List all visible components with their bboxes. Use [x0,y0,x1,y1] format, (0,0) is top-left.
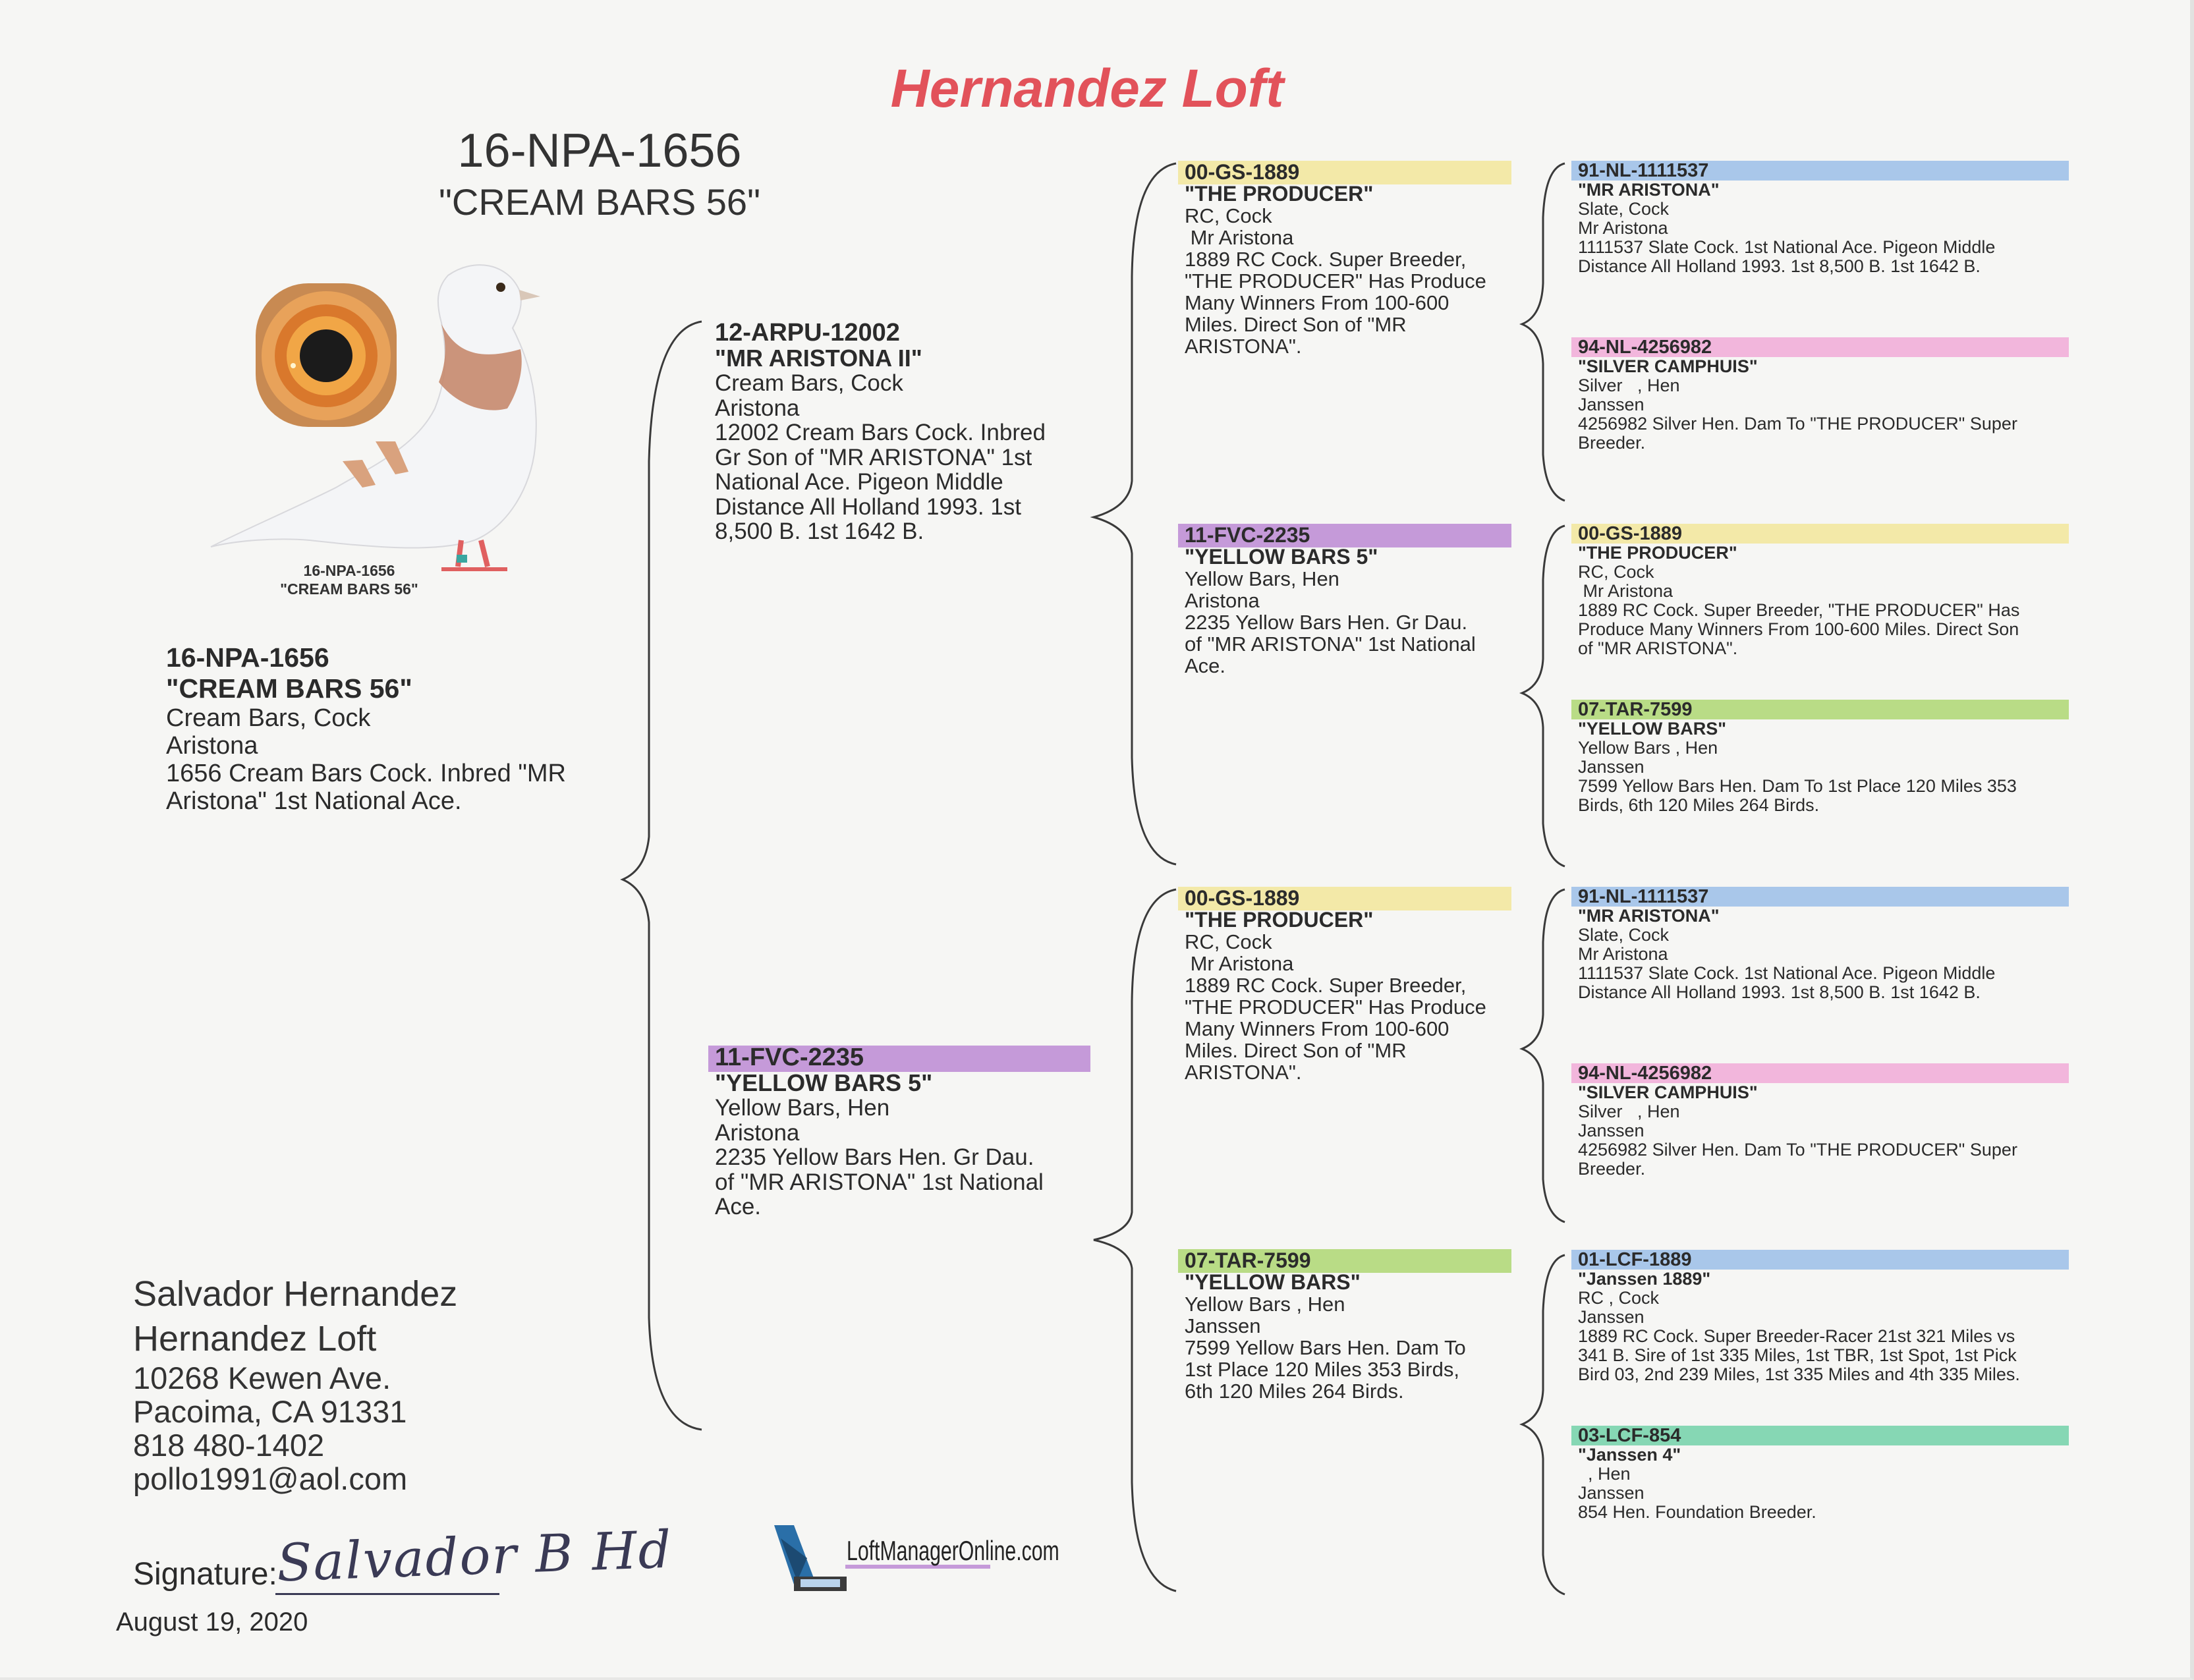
bracket-gen1 [623,322,702,1430]
bracket-gen3-d [1522,1255,1565,1594]
entry-line: Miles. Direct Son of "MR [1185,313,1407,336]
entry-line: 341 B. Sire of 1st 335 Miles, 1st TBR, 1st Spot, 1st Pick [1578,1345,2017,1365]
entry-line: 1111537 Slate Cock. 1st National Ace. Pigeon Middle [1578,237,1996,257]
entry-line: 2235 Yellow Bars Hen. Gr Dau. [715,1144,1034,1170]
gen3-entry-2 [1578,337,2066,453]
entry-line: "THE PRODUCER" Has Produce [1185,269,1486,293]
gen3-entry-4 [1578,700,2066,815]
entry-line: Slate, Cock [1578,925,1670,945]
gen3-entry-7 [1578,1250,2066,1384]
gen2-entry-1 [1185,161,1527,357]
entry-line: Distance All Holland 1993. 1st 8,500 B. 1st 1642 B. [1578,982,1981,1002]
subject-notes-line: Aristona" 1st National Ace. [166,787,462,815]
loft-title: Hernandez Loft [890,59,1284,119]
entry-ring: 11-FVC-2235 [715,1044,864,1071]
entry-name: "MR ARISTONA" [1578,906,1720,926]
entry-line: of "MR ARISTONA" 1st National [1185,632,1476,656]
entry-line: Distance All Holland 1993. 1st [715,493,1021,520]
entry-name: "YELLOW BARS" [1185,1270,1361,1294]
eye-inset [256,283,397,427]
entry-line: 4256982 Silver Hen. Dam To "THE PRODUCER" Super [1578,1140,2017,1160]
photo-caption [250,561,448,598]
entry-ring: 01-LCF-1889 [1578,1249,1692,1270]
entry-name: "YELLOW BARS 5" [1185,545,1378,569]
entry-ring: 94-NL-4256982 [1578,1063,1712,1084]
logo-text: LoftManagerOnline.com [847,1535,1059,1566]
entry-ring: 91-NL-1111537 [1578,886,1709,907]
entry-ring: 00-GS-1889 [1578,523,1682,544]
entry-line: Bird 03, 2nd 239 Miles, 1st 335 Miles and 4th 335 Miles. [1578,1364,2020,1384]
gen3-entry-3 [1578,524,2066,658]
entry-line: Yellow Bars , Hen [1185,1293,1345,1316]
entry-name: "MR ARISTONA II" [715,345,922,372]
owner-name: Salvador Hernandez [133,1274,458,1314]
gen3-entry-1 [1578,161,2066,276]
subject-name: "CREAM BARS 56" [166,673,412,704]
entry-name: "MR ARISTONA" [1578,180,1720,200]
entry-line: Mr Aristona [1185,226,1294,249]
owner-address-line1: 10268 Kewen Ave. [133,1360,391,1395]
entry-line: 4256982 Silver Hen. Dam To "THE PRODUCER" Super [1578,414,2017,434]
entry-name: "Janssen 1889" [1578,1269,1711,1289]
entry-line: RC, Cock [1185,204,1272,227]
bracket-gen3-c [1522,889,1565,1222]
entry-ring: 00-GS-1889 [1185,160,1300,184]
entry-ring: 94-NL-4256982 [1578,337,1712,358]
entry-line: Mr Aristona [1185,952,1294,975]
entry-line: Mr Aristona [1578,218,1668,238]
entry-line: 2235 Yellow Bars Hen. Gr Dau. [1185,611,1468,634]
entry-line: National Ace. Pigeon Middle [715,469,1003,495]
entry-line: Janssen [1185,1314,1261,1337]
entry-line: Silver , Hen [1578,376,1680,395]
signature-label: Signature: [133,1557,277,1592]
gen2-entry-3 [1185,887,1527,1083]
subject-header-name: "CREAM BARS 56" [439,181,760,223]
subject-notes-line: 1656 Cream Bars Cock. Inbred "MR [166,760,566,787]
entry-name: "YELLOW BARS" [1578,719,1727,739]
entry-line: RC , Cock [1578,1288,1660,1308]
entry-line: Aristona [715,395,800,421]
entry-line: Miles. Direct Son of "MR [1185,1039,1407,1062]
entry-ring: 07-TAR-7599 [1578,699,1693,720]
entry-name: "SILVER CAMPHUIS" [1578,1082,1758,1102]
owner-phone: 818 480-1402 [133,1428,325,1463]
entry-line: Yellow Bars, Hen [715,1095,890,1121]
entry-line: Ace. [715,1194,762,1219]
gen3-entry-5 [1578,887,2066,1002]
entry-line: Mr Aristona [1578,581,1674,601]
entry-line: of "MR ARISTONA". [1578,638,1738,658]
entry-line: 1111537 Slate Cock. 1st National Ace. Pigeon Middle [1578,963,1996,983]
entry-line: Silver , Hen [1578,1102,1680,1121]
gen2-entry-4 [1185,1249,1527,1402]
entry-line: Ace. [1185,654,1226,677]
entry-line: Slate, Cock [1578,199,1670,219]
entry-ring: 07-TAR-7599 [1185,1248,1311,1272]
gen3-entry-8 [1578,1426,2066,1522]
bracket-gen3-a [1522,163,1565,501]
entry-ring: 03-LCF-854 [1578,1425,1681,1446]
entry-name: "SILVER CAMPHUIS" [1578,356,1758,376]
entry-line: ARISTONA". [1185,1061,1302,1084]
entry-line: Janssen [1578,757,1645,777]
bracket-gen2-bottom [1094,889,1176,1591]
entry-line: 7599 Yellow Bars Hen. Dam To [1185,1336,1466,1359]
entry-line: 1889 RC Cock. Super Breeder, [1185,974,1467,997]
subject-header [369,124,830,223]
entry-line: Aristona [715,1119,800,1146]
entry-line: 1889 RC Cock. Super Breeder-Racer 21st 321 Miles vs [1578,1326,2015,1346]
entry-line: 12002 Cream Bars Cock. Inbred [715,420,1046,445]
entry-line: RC, Cock [1578,562,1654,582]
entry-line: Many Winners From 100-600 [1185,291,1449,314]
entry-line: Janssen [1578,1121,1645,1140]
entry-name: "THE PRODUCER" [1185,182,1374,206]
gen2-entry-2 [1185,524,1527,677]
entry-line: 1889 RC Cock. Super Breeder, [1185,248,1467,271]
entry-line: Breeder. [1578,1159,1646,1179]
entry-line: Cream Bars, Cock [715,370,903,396]
owner-address-line2: Pacoima, CA 91331 [133,1394,407,1429]
entry-line: Many Winners From 100-600 [1185,1017,1449,1040]
entry-line: 8,500 B. 1st 1642 B. [715,518,924,544]
entry-line: RC, Cock [1185,930,1272,953]
gen1-sire [715,320,1084,544]
handwritten-signature: Salvador B Hd [275,1520,673,1594]
entry-line: 1st Place 120 Miles 353 Birds, [1185,1358,1459,1381]
photo-caption-ring: 16-NPA-1656 [303,562,395,579]
entry-line: Birds, 6th 120 Miles 264 Birds. [1578,795,1820,815]
entry-line: Aristona [1185,589,1260,612]
entry-line: 854 Hen. Foundation Breeder. [1578,1502,1816,1522]
owner-loft: Hernandez Loft [133,1319,377,1358]
entry-line: 1889 RC Cock. Super Breeder, "THE PRODUCER" Has [1578,600,2020,620]
entry-line: 7599 Yellow Bars Hen. Dam To 1st Place 120 Miles 353 [1578,776,2017,796]
entry-name: "YELLOW BARS 5" [715,1069,933,1096]
entry-line: ARISTONA". [1185,335,1302,358]
entry-name: "THE PRODUCER" [1185,908,1374,932]
entry-line: Mr Aristona [1578,944,1668,964]
gen3-entry-6 [1578,1063,2066,1179]
owner-info [133,1272,634,1496]
subject-color-sex: Cream Bars, Cock [166,704,371,732]
entry-name: "THE PRODUCER" [1578,543,1737,563]
entry-line: 6th 120 Miles 264 Birds. [1185,1380,1404,1403]
photo-caption-name: "CREAM BARS 56" [280,580,418,598]
entry-ring: 12-ARPU-12002 [715,319,900,347]
entry-line: Breeder. [1578,433,1646,453]
owner-email: pollo1991@aol.com [133,1461,408,1496]
entry-line: Distance All Holland 1993. 1st 8,500 B. 1st 1642 B. [1578,256,1981,276]
entry-line: Janssen [1578,1307,1645,1327]
pigeon-photo [198,250,567,606]
entry-line: Janssen [1578,1483,1645,1503]
signature-line [275,1593,499,1595]
subject-strain: Aristona [166,732,258,760]
entry-line: Yellow Bars, Hen [1185,567,1339,590]
entry-line: Gr Son of "MR ARISTONA" 1st [715,444,1032,470]
entry-line: Yellow Bars , Hen [1578,738,1718,758]
entry-ring: 91-NL-1111537 [1578,160,1709,181]
subject-bird [166,642,654,815]
gen1-dam [715,1044,1084,1219]
entry-line: Janssen [1578,395,1645,414]
signature-date: August 19, 2020 [116,1608,308,1637]
subject-ring: 16-NPA-1656 [166,642,329,673]
entry-ring: 11-FVC-2235 [1185,523,1310,547]
entry-line: Produce Many Winners From 100-600 Miles. Direct Son [1578,619,2019,639]
bracket-gen3-b [1522,526,1565,866]
entry-name: "Janssen 4" [1578,1445,1681,1465]
entry-line: of "MR ARISTONA" 1st National [715,1169,1044,1195]
entry-line: "THE PRODUCER" Has Produce [1185,995,1486,1019]
bracket-gen2-top [1094,163,1176,864]
entry-line: , Hen [1578,1464,1631,1484]
subject-header-ring: 16-NPA-1656 [457,125,742,177]
entry-ring: 00-GS-1889 [1185,886,1300,910]
